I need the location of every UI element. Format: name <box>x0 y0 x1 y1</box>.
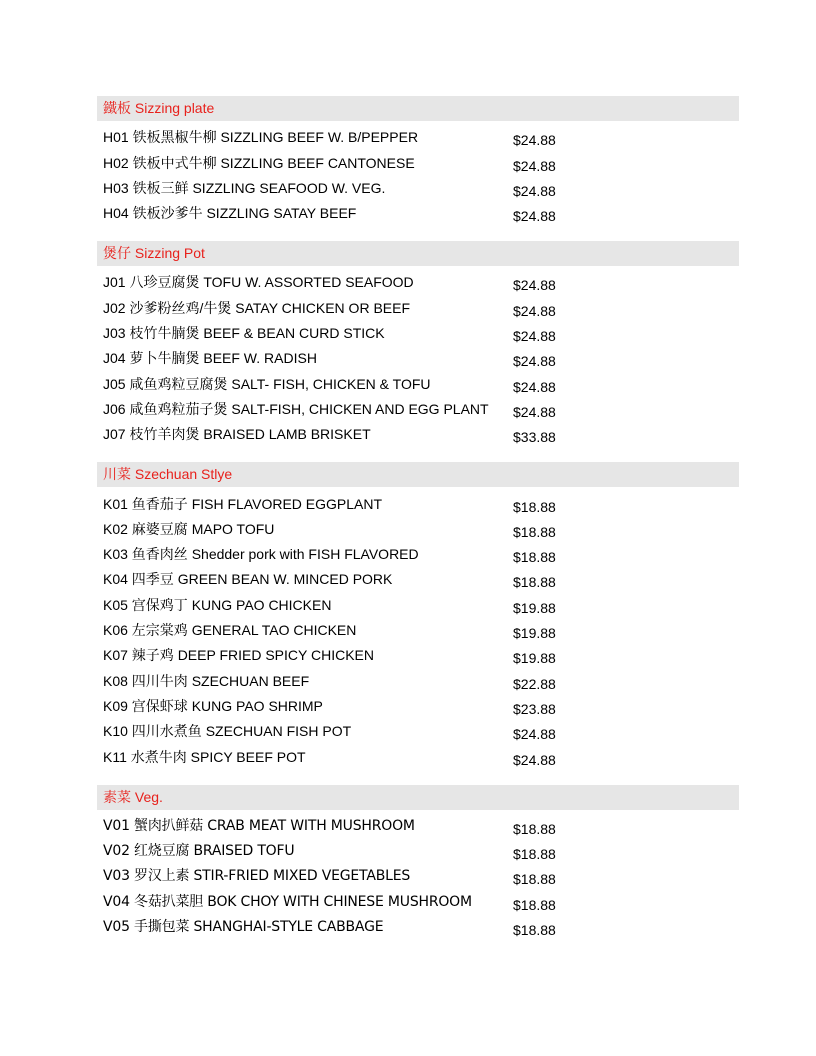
item-name: V04 冬菇扒菜胆 BOK CHOY WITH CHINESE MUSHROOM <box>103 893 472 910</box>
item-price: $24.88 <box>513 157 556 174</box>
item-price: $24.88 <box>513 182 556 199</box>
item-price: $18.88 <box>513 871 556 888</box>
item-name: V03 罗汉上素 STIR-FRIED MIXED VEGETABLES <box>103 868 411 885</box>
item-name: K07 辣子鸡 DEEP FRIED SPICY CHICKEN <box>103 647 374 664</box>
item-name: K04 四季豆 GREEN BEAN W. MINCED PORK <box>103 571 393 588</box>
menu-item <box>97 517 739 542</box>
item-name: K11 水煮牛肉 SPICY BEEF POT <box>103 748 306 765</box>
item-price: $18.88 <box>513 523 556 540</box>
item-name: H03 铁板三鲜 SIZZLING SEAFOOD W. VEG. <box>103 179 386 196</box>
menu-item <box>97 491 739 516</box>
item-price: $24.88 <box>513 726 556 743</box>
section-title: 川菜 Szechuan Stlye <box>97 462 739 487</box>
item-name: H01 铁板黑椒牛柳 SIZZLING BEEF W. B/PEPPER <box>103 129 419 146</box>
item-price: $18.88 <box>513 820 556 837</box>
item-price: $24.88 <box>513 132 556 149</box>
menu-item <box>97 371 739 396</box>
menu-item <box>97 643 739 668</box>
item-name: K05 宫保鸡丁 KUNG PAO CHICKEN <box>103 596 332 613</box>
item-name: V02 红烧豆腐 BRAISED TOFU <box>103 843 295 860</box>
section-szechuan <box>97 462 739 769</box>
menu-item <box>97 295 739 320</box>
menu-item <box>97 592 739 617</box>
menu-item <box>97 542 739 567</box>
section-sizzling-pot <box>97 241 739 447</box>
item-price: $24.88 <box>513 277 556 294</box>
item-name: K02 麻婆豆腐 MAPO TOFU <box>103 520 275 537</box>
item-name: K10 四川水煮鱼 SZECHUAN FISH POT <box>103 723 352 740</box>
menu-item <box>97 744 739 769</box>
menu-item <box>97 889 739 914</box>
item-price: $19.88 <box>513 650 556 667</box>
item-name: K01 鱼香茄子 FISH FLAVORED EGGPLANT <box>103 495 383 512</box>
item-price: $24.88 <box>513 353 556 370</box>
item-price: $22.88 <box>513 675 556 692</box>
item-name: H04 铁板沙爹牛 SIZZLING SATAY BEEF <box>103 205 357 222</box>
item-price: $19.88 <box>513 599 556 616</box>
item-price: $24.88 <box>513 208 556 225</box>
menu-item <box>97 864 739 889</box>
item-price: $18.88 <box>513 574 556 591</box>
menu-item <box>97 176 739 201</box>
menu-item <box>97 567 739 592</box>
menu-item <box>97 321 739 346</box>
item-name: J07 枝竹羊肉煲 BRAISED LAMB BRISKET <box>103 426 371 443</box>
item-name: J03 枝竹牛腩煲 BEEF & BEAN CURD STICK <box>103 325 385 342</box>
item-name: J05 咸鱼鸡粒豆腐煲 SALT- FISH, CHICKEN & TOFU <box>103 375 431 392</box>
item-price: $24.88 <box>513 328 556 345</box>
item-name: H02 铁板中式牛柳 SIZZLING BEEF CANTONESE <box>103 154 415 171</box>
item-price: $18.88 <box>513 549 556 566</box>
item-price: $18.88 <box>513 922 556 939</box>
item-price: $24.88 <box>513 378 556 395</box>
menu-item <box>97 694 739 719</box>
item-price: $18.88 <box>513 846 556 863</box>
item-name: K08 四川牛肉 SZECHUAN BEEF <box>103 672 310 689</box>
menu-item <box>97 915 739 940</box>
item-name: J01 八珍豆腐煲 TOFU W. ASSORTED SEAFOOD <box>103 274 414 291</box>
menu-item <box>97 839 739 864</box>
menu-item <box>97 668 739 693</box>
item-name: K06 左宗棠鸡 GENERAL TAO CHICKEN <box>103 622 357 639</box>
menu-item <box>97 397 739 422</box>
item-name: J04 萝卜牛腩煲 BEEF W. RADISH <box>103 350 317 367</box>
section-veg <box>97 785 739 940</box>
menu-item <box>97 814 739 839</box>
section-title: 煲仔 Sizzing Pot <box>97 241 739 266</box>
item-price: $24.88 <box>513 751 556 768</box>
menu-item <box>97 719 739 744</box>
item-name: V05 手撕包菜 SHANGHAI-STYLE CABBAGE <box>103 919 384 936</box>
menu-item <box>97 422 739 447</box>
menu-list <box>97 96 739 955</box>
menu-item <box>97 618 739 643</box>
menu-item <box>97 125 739 150</box>
section-title: 鐵板 Sizzing plate <box>97 96 739 121</box>
item-name: K09 宫保虾球 KUNG PAO SHRIMP <box>103 697 323 714</box>
item-price: $24.88 <box>513 403 556 420</box>
item-price: $19.88 <box>513 625 556 642</box>
section-sizzling-plate <box>97 96 739 226</box>
item-price: $33.88 <box>513 429 556 446</box>
item-name: J02 沙爹粉丝鸡/牛煲 SATAY CHICKEN OR BEEF <box>103 299 411 316</box>
menu-item <box>97 270 739 295</box>
item-price: $18.88 <box>513 896 556 913</box>
item-name: V01 蟹肉扒鲜菇 CRAB MEAT WITH MUSHROOM <box>103 817 415 834</box>
item-price: $23.88 <box>513 700 556 717</box>
item-price: $18.88 <box>513 498 556 515</box>
menu-item <box>97 150 739 175</box>
item-price: $24.88 <box>513 302 556 319</box>
section-title: 素菜 Veg. <box>97 785 739 810</box>
item-name: J06 咸鱼鸡粒茄子煲 SALT-FISH, CHICKEN AND EGG PLANT <box>103 400 489 417</box>
menu-item <box>97 201 739 226</box>
menu-item <box>97 346 739 371</box>
item-name: K03 鱼香肉丝 Shedder pork with FISH FLAVORED <box>103 546 419 563</box>
